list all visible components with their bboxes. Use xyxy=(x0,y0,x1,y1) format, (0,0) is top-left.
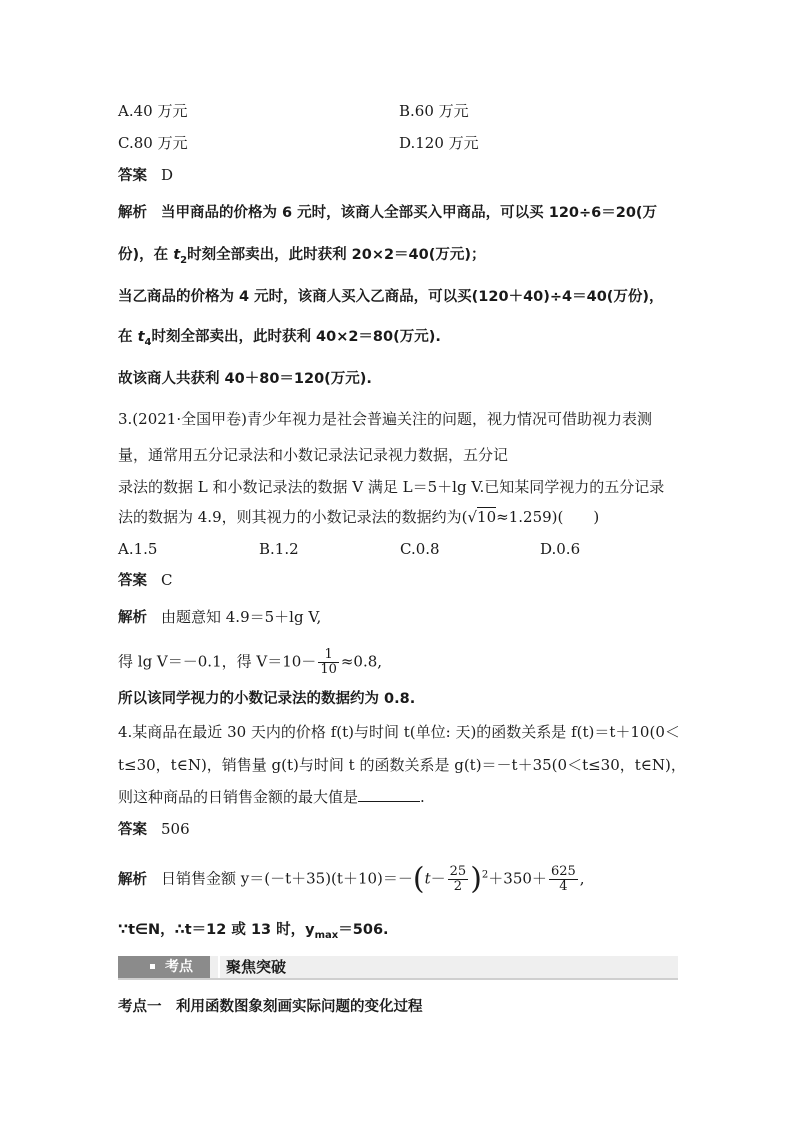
analysis-line: 解析 当甲商品的价格为 6 元时，该商人全部买入甲商品，可以买 120÷6＝20(万 xyxy=(118,205,658,221)
question-3-text: 3.(2021·全国甲卷)青少年视力是社会普遍关注的问题，视力情况可借助视力表测 xyxy=(118,410,652,428)
option-b: B.1.2 xyxy=(259,540,299,558)
analysis-label: 解析 xyxy=(118,205,147,221)
section-title: 聚焦突破 xyxy=(226,958,287,976)
analysis-label: 解析 xyxy=(118,610,147,626)
subsection-title: 考点一 利用函数图象刻画实际问题的变化过程 xyxy=(118,999,423,1015)
analysis-label: 解析 xyxy=(118,871,147,888)
fraction: $\frac{625}{4}$ xyxy=(550,864,576,894)
answer-line xyxy=(118,165,173,186)
option-a: A.1.5 xyxy=(118,540,158,558)
bullet-icon xyxy=(150,964,155,969)
fraction: $\frac{1}{10}$ xyxy=(320,647,337,677)
analysis-line: 解析 日销售金额 y＝(－t＋35)(t＋10)＝－(t－ $\frac{25}{2}$ )$^2$＋350＋ $\frac{625}{4}$ , xyxy=(118,861,585,897)
analysis-line: 份)，在 $t_2$时刻全部卖出，此时获利 20×2＝40(万元)； xyxy=(118,247,486,266)
answer-blank xyxy=(358,787,420,802)
analysis-line: 解析 由题意知 4.9＝5＋lg V, xyxy=(118,608,322,626)
analysis-line: 在 $t_4$时刻全部卖出，此时获利 40×2＝80(万元). xyxy=(118,329,441,348)
analysis-line: 得 lg V＝－0.1，得 V＝10－ $\frac{1}{10}$ ≈0.8, xyxy=(118,647,383,677)
answer-value: D xyxy=(161,166,174,184)
answer-label: 答案 xyxy=(118,573,147,589)
answer-line xyxy=(118,819,190,840)
option-a: A.40 万元 xyxy=(118,102,188,120)
section-tag: 考点 xyxy=(118,956,210,978)
option-d: D.0.6 xyxy=(540,540,581,558)
analysis-line: 所以该同学视力的小数记录法的数据约为 0.8. xyxy=(118,691,416,707)
sqrt-radicand: 10 xyxy=(477,508,497,526)
question-4-text: 则这种商品的日销售金额的最大值是 . xyxy=(118,788,425,806)
answer-value: 506 xyxy=(161,820,190,838)
question-4-text: t≤30，t∈N)，销售量 g(t)与时间 t 的函数关系是 g(t)＝－t＋35(0＜t≤30，t∈N)， xyxy=(118,756,686,774)
fraction: $\frac{25}{2}$ xyxy=(449,864,467,894)
option-c: C.80 万元 xyxy=(118,134,188,152)
answer-line xyxy=(118,570,172,591)
answer-label: 答案 xyxy=(118,168,147,184)
option-d: D.120 万元 xyxy=(399,134,479,152)
question-3-text: 法的数据为 4.9，则其视力的小数记录法的数据约为(√10≈1.259)( ) xyxy=(118,508,600,526)
question-4-text: 4.某商品在最近 30 天内的价格 f(t)与时间 t(单位: 天)的函数关系是 f(t)＝t＋10(0＜ xyxy=(118,723,680,741)
answer-label: 答案 xyxy=(118,822,147,838)
analysis-line: 当乙商品的价格为 4 元时，该商人买入乙商品，可以买(120＋40)÷4＝40(万份)， xyxy=(118,289,664,305)
answer-value: C xyxy=(161,571,173,589)
analysis-line: ∵t∈N，∴t＝12 或 13 时，$y_{max}=506$. xyxy=(118,922,389,941)
option-b: B.60 万元 xyxy=(399,102,469,120)
divider xyxy=(218,956,220,978)
question-3-text: 录法的数据 L 和小数记录法的数据 V 满足 L＝5＋lg V.已知某同学视力的五分记录 xyxy=(118,478,665,496)
option-c: C.0.8 xyxy=(400,540,440,558)
section-header-bar xyxy=(118,956,678,980)
analysis-line: 故该商人共获利 40＋80＝120(万元). xyxy=(118,371,372,387)
question-3-text: 量，通常用五分记录法和小数记录法记录视力数据，五分记 xyxy=(118,446,509,464)
